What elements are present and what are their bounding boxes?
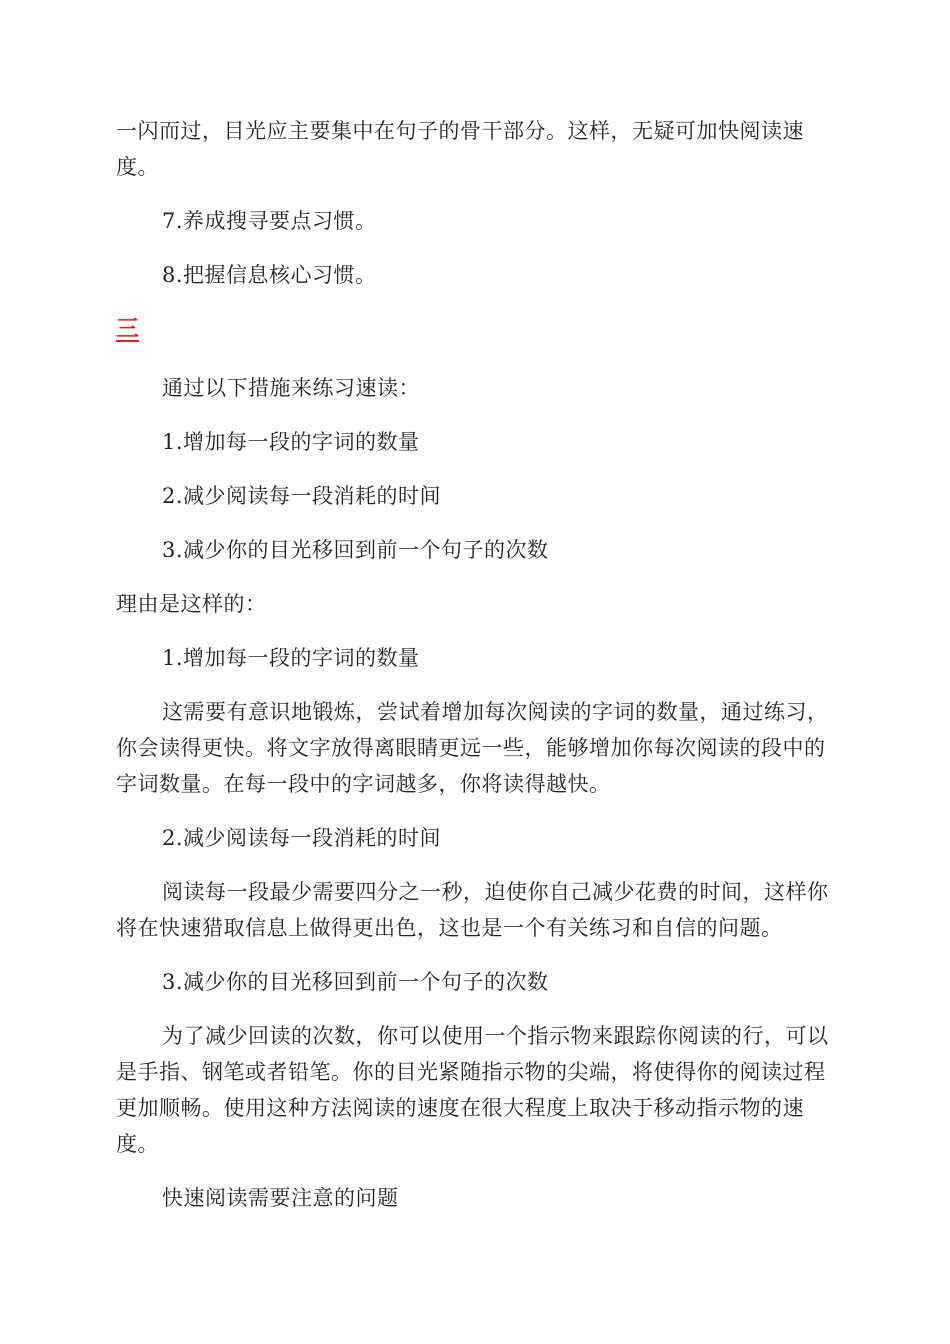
- paragraph-continuation: 一闪而过，目光应主要集中在句子的骨干部分。这样，无疑可加快阅读速度。: [116, 119, 804, 179]
- measure-item-1: 1.增加每一段的字词的数量: [162, 430, 420, 454]
- document-page: [116, 113, 836, 1216]
- reason-intro: 理由是这样的：: [116, 592, 267, 616]
- next-section-title: 快速阅读需要注意的问题: [162, 1186, 399, 1210]
- reason-body-2: 阅读每一段最少需要四分之一秒，迫使你自己减少花费的时间，这样你将在快速猎取信息上做得更出色，这也是一个有关练习和自信的问题。: [116, 880, 829, 940]
- intro-paragraph: 通过以下措施来练习速读：: [162, 376, 420, 400]
- section-heading: 三: [116, 315, 139, 342]
- list-item-7: 7.养成搜寻要点习惯。: [162, 209, 377, 233]
- reason-body-3: 为了减少回读的次数，你可以使用一个指示物来跟踪你阅读的行，可以是手指、钢笔或者铅笔。你的目光紧随指示物的尖端，将使得你的阅读过程更加顺畅。使用这种方法阅读的速度在很大程度上取决于移动指示物的速度。: [116, 1024, 829, 1156]
- measure-item-2: 2.减少阅读每一段消耗的时间: [162, 484, 442, 508]
- reason-heading-3: 3.减少你的目光移回到前一个句子的次数: [162, 970, 549, 994]
- list-item-8: 8.把握信息核心习惯。: [162, 263, 377, 287]
- measure-item-3: 3.减少你的目光移回到前一个句子的次数: [162, 538, 549, 562]
- reason-body-1: 这需要有意识地锻炼，尝试着增加每次阅读的字词的数量，通过练习，你会读得更快。将文字放得离眼睛更远一些，能够增加你每次阅读的段中的字词数量。在每一段中的字词越多，你将读得越快。: [116, 700, 829, 796]
- reason-heading-1: 1.增加每一段的字词的数量: [162, 646, 420, 670]
- reason-heading-2: 2.减少阅读每一段消耗的时间: [162, 826, 442, 850]
